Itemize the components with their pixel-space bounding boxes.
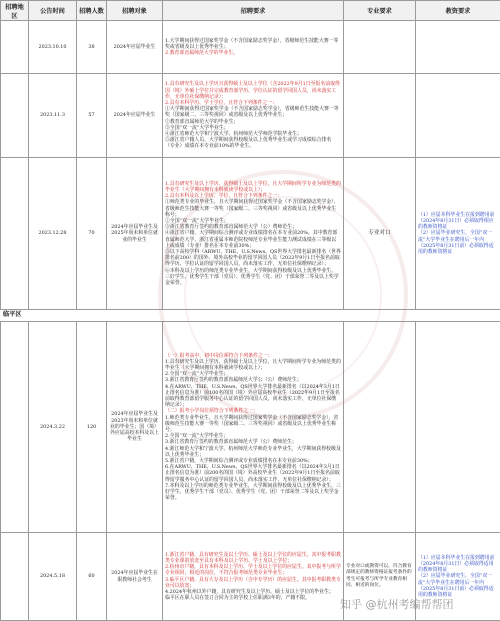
count-cell: 60 xyxy=(77,533,107,621)
requirement-line: （一）报考高中、初中岗位须符合下列条件之一： xyxy=(165,353,341,359)
requirement-line: ③浙江省教育厅签约的教育部直属师范大学（公）费师范生； xyxy=(165,224,341,230)
table-row xyxy=(1,74,500,158)
header-area: 招聘地区 xyxy=(1,1,29,21)
requirement-line: ①师范类专业的毕业生，且大学期间获得过国家奖学金（不含国家励志奖学金），省级师范生技能大赛一等奖（国家级二、三等奖视同）或省级及以上优秀毕业生称号； xyxy=(165,199,341,218)
requirement-line: 1.浙江省户籍，具有研究生及以上学历、硕士及以上学位的应届生。其中报考职教类专业课的放宽至具有本科及以上学历、学士及以上学位； xyxy=(165,552,341,564)
requirement-line: ②教育部直属师范大学的毕业生； xyxy=(165,119,341,125)
area-cell xyxy=(1,21,29,74)
major-cell xyxy=(344,322,416,533)
target-cell: 2024年应届毕业生在职教师社会考生 xyxy=(107,533,163,621)
cert-cell xyxy=(416,322,500,533)
major-cell: 专业对口 xyxy=(344,158,416,310)
cert-line: （1）应届本科毕业生在报到聘用前（2024年8月31日）必须取得相应的教师资格证 xyxy=(418,212,498,231)
requirement-line: 6.在ARWU、THE、U.S.News、QS世界大学排名最新排名（以2024年3月1日止排名信息为准）前200名的国（境）外高校毕业生（2022年9月1日至报名前取得留学服务中心认证的留学回国人员，尚未落实工作，无单位社保缴纳记录）； xyxy=(165,464,341,483)
section-label: 临平区 xyxy=(1,310,500,322)
requirement-line: 5.浙江省户籍，大学期间综合测评或专业成绩排名在本专业前30%； xyxy=(165,458,341,464)
count-cell: 120 xyxy=(77,322,107,533)
requirement-line: 1.师范类专业毕业生，且大学期间获得过国家奖学金（不含国家励志奖学金），省级师范生技能大赛一等奖（国家级二、三等奖视同）或省级及以上优秀毕业生称号； xyxy=(165,415,341,434)
requirements-cell xyxy=(163,533,344,621)
header-count: 招聘人数 xyxy=(77,1,107,21)
requirement-line: 2.具有本科学历、学士学位，且符合下列条件之一： xyxy=(165,100,341,106)
area-cell xyxy=(1,74,29,158)
cert-cell xyxy=(416,21,500,74)
time-cell: 2024.5.18 xyxy=(29,533,77,621)
requirements-cell xyxy=(163,158,344,310)
cert-cell xyxy=(416,74,500,158)
cert-line: （2）应届毕业研究生，全国“双一流”大学毕业生在聘用后一年内（2025年8月31日前）必须取得适用的教师资格证 xyxy=(418,230,498,255)
requirement-line: 1.具有研究生及以上学历、获得硕士及以上学位，且大学期间所学专业为师范类的毕业生（大学期间拥有本科就读学校或以上）； xyxy=(165,181,341,193)
count-cell: 38 xyxy=(77,21,107,74)
requirement-line: 临平区在职人员在签订合同为主的学校上任职满3年的，产籍不限。 xyxy=(165,595,341,601)
header-time: 公告时间 xyxy=(29,1,77,21)
target-cell: 2024年应届毕业生及2023年尚未和单位就业的毕业生；国（境）外应届高校本科及以上毕业生 xyxy=(107,322,163,533)
requirement-line: 4.2024年杭州以外户籍，具有研究生及以上学历、硕士及以上学位的毕业生； xyxy=(165,589,341,595)
table-header-row xyxy=(1,1,500,21)
target-cell: 2024年应届毕业生 xyxy=(107,21,163,74)
section-row xyxy=(1,310,500,322)
header-teacher-cert: 教资要求 xyxy=(416,1,500,21)
requirement-line: 2.全国“双一流”大学毕业生； xyxy=(165,433,341,439)
time-cell: 2023.10.10 xyxy=(29,21,77,74)
requirement-line: 3.浙江省教育厅签约的教育部直属师范大学公（公）费师范生； xyxy=(165,377,341,383)
count-cell: 70 xyxy=(77,158,107,310)
area-cell xyxy=(1,158,29,310)
requirement-line: 1.具有研究生及以上学历、获得硕士及以上学位，且大学期间所学专业为师范类的毕业生（大学期间拥有本科就读学校或以上）； xyxy=(165,359,341,371)
time-cell: 2023.11.3 xyxy=(29,74,77,158)
requirement-line: ⑤浙江省户籍人员，大学期间获得校级及以上优秀毕业生或学习成绩综合排名（专业）成绩在本专业前10%的毕业生。 xyxy=(165,137,341,149)
requirement-line: 1.具有研究生及以上学历且获得硕士及以上学位（含2022年9月1日至报名前取得国（境）外硕士学位并完成教育部学历、学位认证的留学回国人员，尚未落实工作，无单位社保缴纳记录）； xyxy=(165,81,341,100)
requirement-line: ②全国“双一流”大学毕业生； xyxy=(165,218,341,224)
table-row xyxy=(1,158,500,310)
area-cell xyxy=(1,322,29,533)
header-major: 专业要求 xyxy=(344,1,416,21)
requirement-line: 7.本科及以上学历的师范类专业毕业生，大学期间获得校级及以上优秀毕业生、三好学生、优秀学生干部（党员）、优秀学生（党、团）干部荣誉二等及以上奖学金荣誉。 xyxy=(165,483,341,502)
requirement-line: 2.具有本科及以上学历、学位，且符合下列条件之一： xyxy=(165,193,341,199)
requirement-line: ⑥本科及以上学历的师范类专业毕业生，大学期间获得校级及以上优秀毕业生、三好学生、优秀学生干部（党员）、优秀学生（党、团）干部荣誉二等及以上奖学金荣誉。 xyxy=(165,268,341,287)
requirement-line: 1.大学期间获得过国家奖学金（不含国家励志奖学金），省级师范生技能大赛一等奖或省级及以上优秀毕业生； xyxy=(165,38,341,50)
header-requirements: 招聘要求 xyxy=(163,1,344,21)
requirements-cell xyxy=(163,322,344,533)
table-row xyxy=(1,21,500,74)
major-cell xyxy=(344,74,416,158)
requirement-line: ③全国“双一流”大学毕业生； xyxy=(165,125,341,131)
target-cell: 2024年应届毕业生及2025年尚未和单位就业的毕业生 xyxy=(107,158,163,310)
major-cell: 专业对口或教资可以，符合教育部规定的教师资格证报考条件的考生可报考与所学专业教育相同、相近的岗位。 xyxy=(344,533,416,621)
table-row xyxy=(1,322,500,533)
requirement-line: 2.教育部直属师范大学的毕业生。 xyxy=(165,50,341,56)
cert-cell xyxy=(416,158,500,310)
requirement-line: ④浙江省师范大学和宁波大学、杭州师范大学师范学院毕业生； xyxy=(165,131,341,137)
requirement-line: 2.全国“双一流”大学毕业生； xyxy=(165,371,341,377)
zhihu-watermark: 知乎 @杭州考编帮帮团 xyxy=(340,596,454,612)
header-target: 招聘对象 xyxy=(107,1,163,21)
requirement-line: ④浙江省户籍，大学期间综合测评或专业成绩排名在本专业前20%。其中教育部直属师范大学、浙江省重属本师范院校师范专业毕业生能力测试成绩在三等级以上或成绩（专业）排名在本专业前30%； xyxy=(165,230,341,249)
requirement-line: 4.浙江师范大学和宁波大学、杭州师范大学师范专业毕业生，大学期间获得校级及以上优秀毕业生； xyxy=(165,446,341,458)
time-cell: 2023.12.28 xyxy=(29,158,77,310)
count-cell: 57 xyxy=(77,74,107,158)
requirements-cell xyxy=(163,74,344,158)
cert-line: （1）应届本科毕业生在报到聘用前（2024年8月31日）必须取得适用的教师资格证 xyxy=(418,555,498,574)
requirement-line: ①大学期间获得过国家奖学金（不含国家励志奖学金），省级师范生技能大赛一等奖（国家级二、三等奖视同）或省级及以上优秀毕业生； xyxy=(165,106,341,118)
requirement-line: ⑤以下高校学科（ARWU、THE、U.S.News、QS世界大学排名最新排名（世界排名前200）的国外、境外高校毕业的留学回国人员（2022年9月1日至报名前取得学历、学位认证的留学回国人员，尚未落实工作，无单位社保缴纳记录）； xyxy=(165,249,341,268)
cert-line: （2）应届毕业研究生，全国“双一流”大学毕业生在聘用后一年内（2025年8月31日前）必须取得适用的教师资格证 xyxy=(418,573,498,598)
major-cell xyxy=(344,21,416,74)
target-cell: 2024年应届毕业生 xyxy=(107,74,163,158)
requirement-line: 3.浙江省教育厅签约的教育部直属师范大学（公）费师范生； xyxy=(165,439,341,445)
requirement-line: 4.在ARWU、THE、U.S.News、QS世界大学排名最新排名（以2024年3月1日止排名信息为准）前100名的国（境）外应届高校毕业生（2022年9月1日至报名前取得教育部留学服务中心认证的留学回国人员，尚未落实工作，无单位社保缴纳记录）； xyxy=(165,384,341,409)
area-cell xyxy=(1,533,29,621)
requirement-line: 3.临平区户籍，具有大专及以上学历（含中专学历）的应届生。其中报考职教类专业可以放宽； xyxy=(165,577,341,589)
time-cell: 2024.3.22 xyxy=(29,322,77,533)
requirements-cell xyxy=(163,21,344,74)
requirement-line: （二）报考小学岗位须符合下列条件之一： xyxy=(165,408,341,414)
requirement-line: 2.杭州市户籍，具有本科及以上学历、学士及以上学位的应届生。其中报考与所学专业相同、相近的岗位，不符合报考师范类专业毕业生； xyxy=(165,564,341,576)
